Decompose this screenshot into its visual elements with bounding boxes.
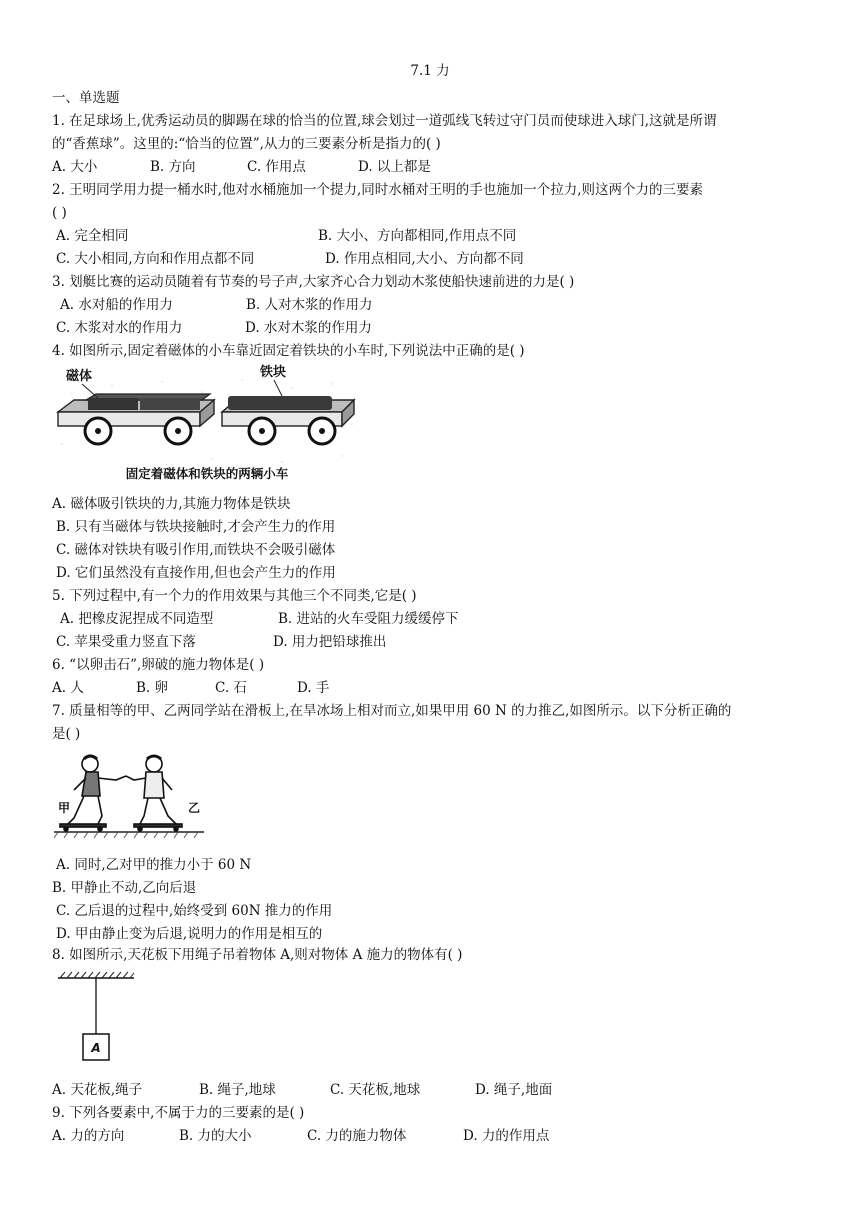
q3-option-c: C. 木浆对水的作用力: [56, 320, 183, 336]
q7-text-line1: 7. 质量相等的甲、乙两同学站在滑板上,在旱冰场上相对而立,如果甲用 60 N 的力推乙,如图所示。以下分析正确的: [52, 703, 732, 719]
q7-option-c: C. 乙后退的过程中,始终受到 60N 推力的作用: [56, 903, 333, 919]
q7-option-d: D. 甲由静止变为后退,说明力的作用是相互的: [56, 926, 323, 942]
q2-text-line1: 2. 王明同学用力提一桶水时,他对水桶施加一个提力,同时水桶对王明的手也施加一个拉力,则这两个力的三要素: [52, 182, 704, 198]
q6-option-c: C. 石: [215, 680, 247, 696]
magnet-cart: [58, 368, 214, 444]
q8-option-c: C. 天花板,地球: [330, 1082, 421, 1098]
q1-option-c: C. 作用点: [247, 159, 306, 175]
label-yi: 乙: [188, 801, 201, 815]
q7-option-a: A. 同时,乙对甲的推力小于 60 N: [56, 857, 252, 873]
q9-option-c: C. 力的施力物体: [307, 1128, 407, 1144]
q6-option-b: B. 卵: [136, 680, 169, 696]
skaters-illustration: [54, 750, 204, 842]
q5-text: 5. 下列过程中,有一个力的作用效果与其他三个不同类,它是( ): [52, 588, 417, 604]
q1-option-d: D. 以上都是: [358, 159, 431, 175]
q7-text-line2: 是( ): [52, 726, 81, 742]
q9-text: 9. 下列各要素中,不属于力的三要素的是( ): [52, 1105, 305, 1121]
label-jia: 甲: [58, 801, 71, 815]
q6-option-d: D. 手: [297, 680, 330, 696]
q2-option-d: D. 作用点相同,大小、方向都不同: [325, 251, 524, 267]
q6-text: 6. “以卵击石”,卵破的施力物体是( ): [52, 657, 265, 673]
q3-option-b: B. 人对木浆的作用力: [246, 297, 373, 313]
q7-option-b: B. 甲静止不动,乙向后退: [52, 880, 197, 896]
q4-text: 4. 如图所示,固定着磁体的小车靠近固定着铁块的小车时,下列说法中正确的是( ): [52, 343, 525, 359]
q9-option-b: B. 力的大小: [179, 1128, 252, 1144]
page-title: 7.1 力: [410, 63, 450, 79]
q1-option-a: A. 大小: [52, 159, 98, 175]
q5-option-d: D. 用力把铅球推出: [273, 634, 387, 650]
q4-option-d: D. 它们虽然没有直接作用,但也会产生力的作用: [56, 565, 336, 581]
q2-option-a: A. 完全相同: [56, 228, 129, 244]
q5-option-a: A. 把橡皮泥捏成不同造型: [60, 611, 214, 627]
magnet-label: 磁体: [66, 369, 93, 384]
q1-text-line2: 的“香蕉球”。这里的:“恰当的位置”,从力的三要素分析是指力的( ): [52, 136, 441, 152]
iron-label: 铁块: [260, 365, 287, 380]
figure-caption: 固定着磁体和铁块的两辆小车: [125, 466, 289, 481]
iron-block: [228, 396, 332, 410]
box-label: A: [91, 1041, 101, 1055]
q9-option-a: A. 力的方向: [52, 1128, 125, 1144]
q8-text: 8. 如图所示,天花板下用绳子吊着物体 A,则对物体 A 施力的物体有( ): [52, 947, 463, 963]
section-heading: 一、单选题: [52, 90, 120, 106]
q2-option-b: B. 大小、方向都相同,作用点不同: [318, 228, 517, 244]
q2-text-line2: ( ): [52, 205, 67, 221]
q4-option-c: C. 磁体对铁块有吸引作用,而铁块不会吸引磁体: [56, 542, 336, 558]
q9-option-d: D. 力的作用点: [463, 1128, 550, 1144]
q2-option-c: C. 大小相同,方向和作用点都不同: [56, 251, 255, 267]
q8-option-b: B. 绳子,地球: [199, 1082, 276, 1098]
magnet-block: [88, 398, 138, 410]
person-yi: [126, 756, 182, 831]
q3-option-d: D. 水对木浆的作用力: [245, 320, 372, 336]
q8-option-d: D. 绳子,地面: [475, 1082, 553, 1098]
q8-option-a: A. 天花板,绳子: [52, 1082, 143, 1098]
figure-hanging-box: [56, 970, 136, 1066]
q4-option-a: A. 磁体吸引铁块的力,其施力物体是铁块: [52, 496, 291, 512]
q5-option-b: B. 进站的火车受阻力缓缓停下: [278, 611, 459, 627]
q1-text-line1: 1. 在足球场上,优秀运动员的脚踢在球的恰当的位置,球会划过一道弧线飞转过守门员而使球进入球门,这就是所谓: [52, 113, 717, 129]
iron-cart: [222, 364, 354, 444]
q6-option-a: A. 人: [52, 680, 84, 696]
q3-option-a: A. 水对船的作用力: [60, 297, 173, 313]
carts-illustration: [52, 364, 362, 486]
q5-option-c: C. 苹果受重力竖直下落: [56, 634, 196, 650]
hanging-box-illustration: [56, 970, 136, 1066]
figure-skaters-pushing: [54, 750, 204, 842]
q3-text: 3. 划艇比赛的运动员随着有节奏的号子声,大家齐心合力划动木浆使船快速前进的力是( ): [52, 274, 575, 290]
figure-magnet-iron-carts: [52, 364, 362, 486]
person-jia: [60, 756, 126, 831]
q1-option-b: B. 方向: [150, 159, 196, 175]
q4-option-b: B. 只有当磁体与铁块接触时,才会产生力的作用: [56, 519, 336, 535]
